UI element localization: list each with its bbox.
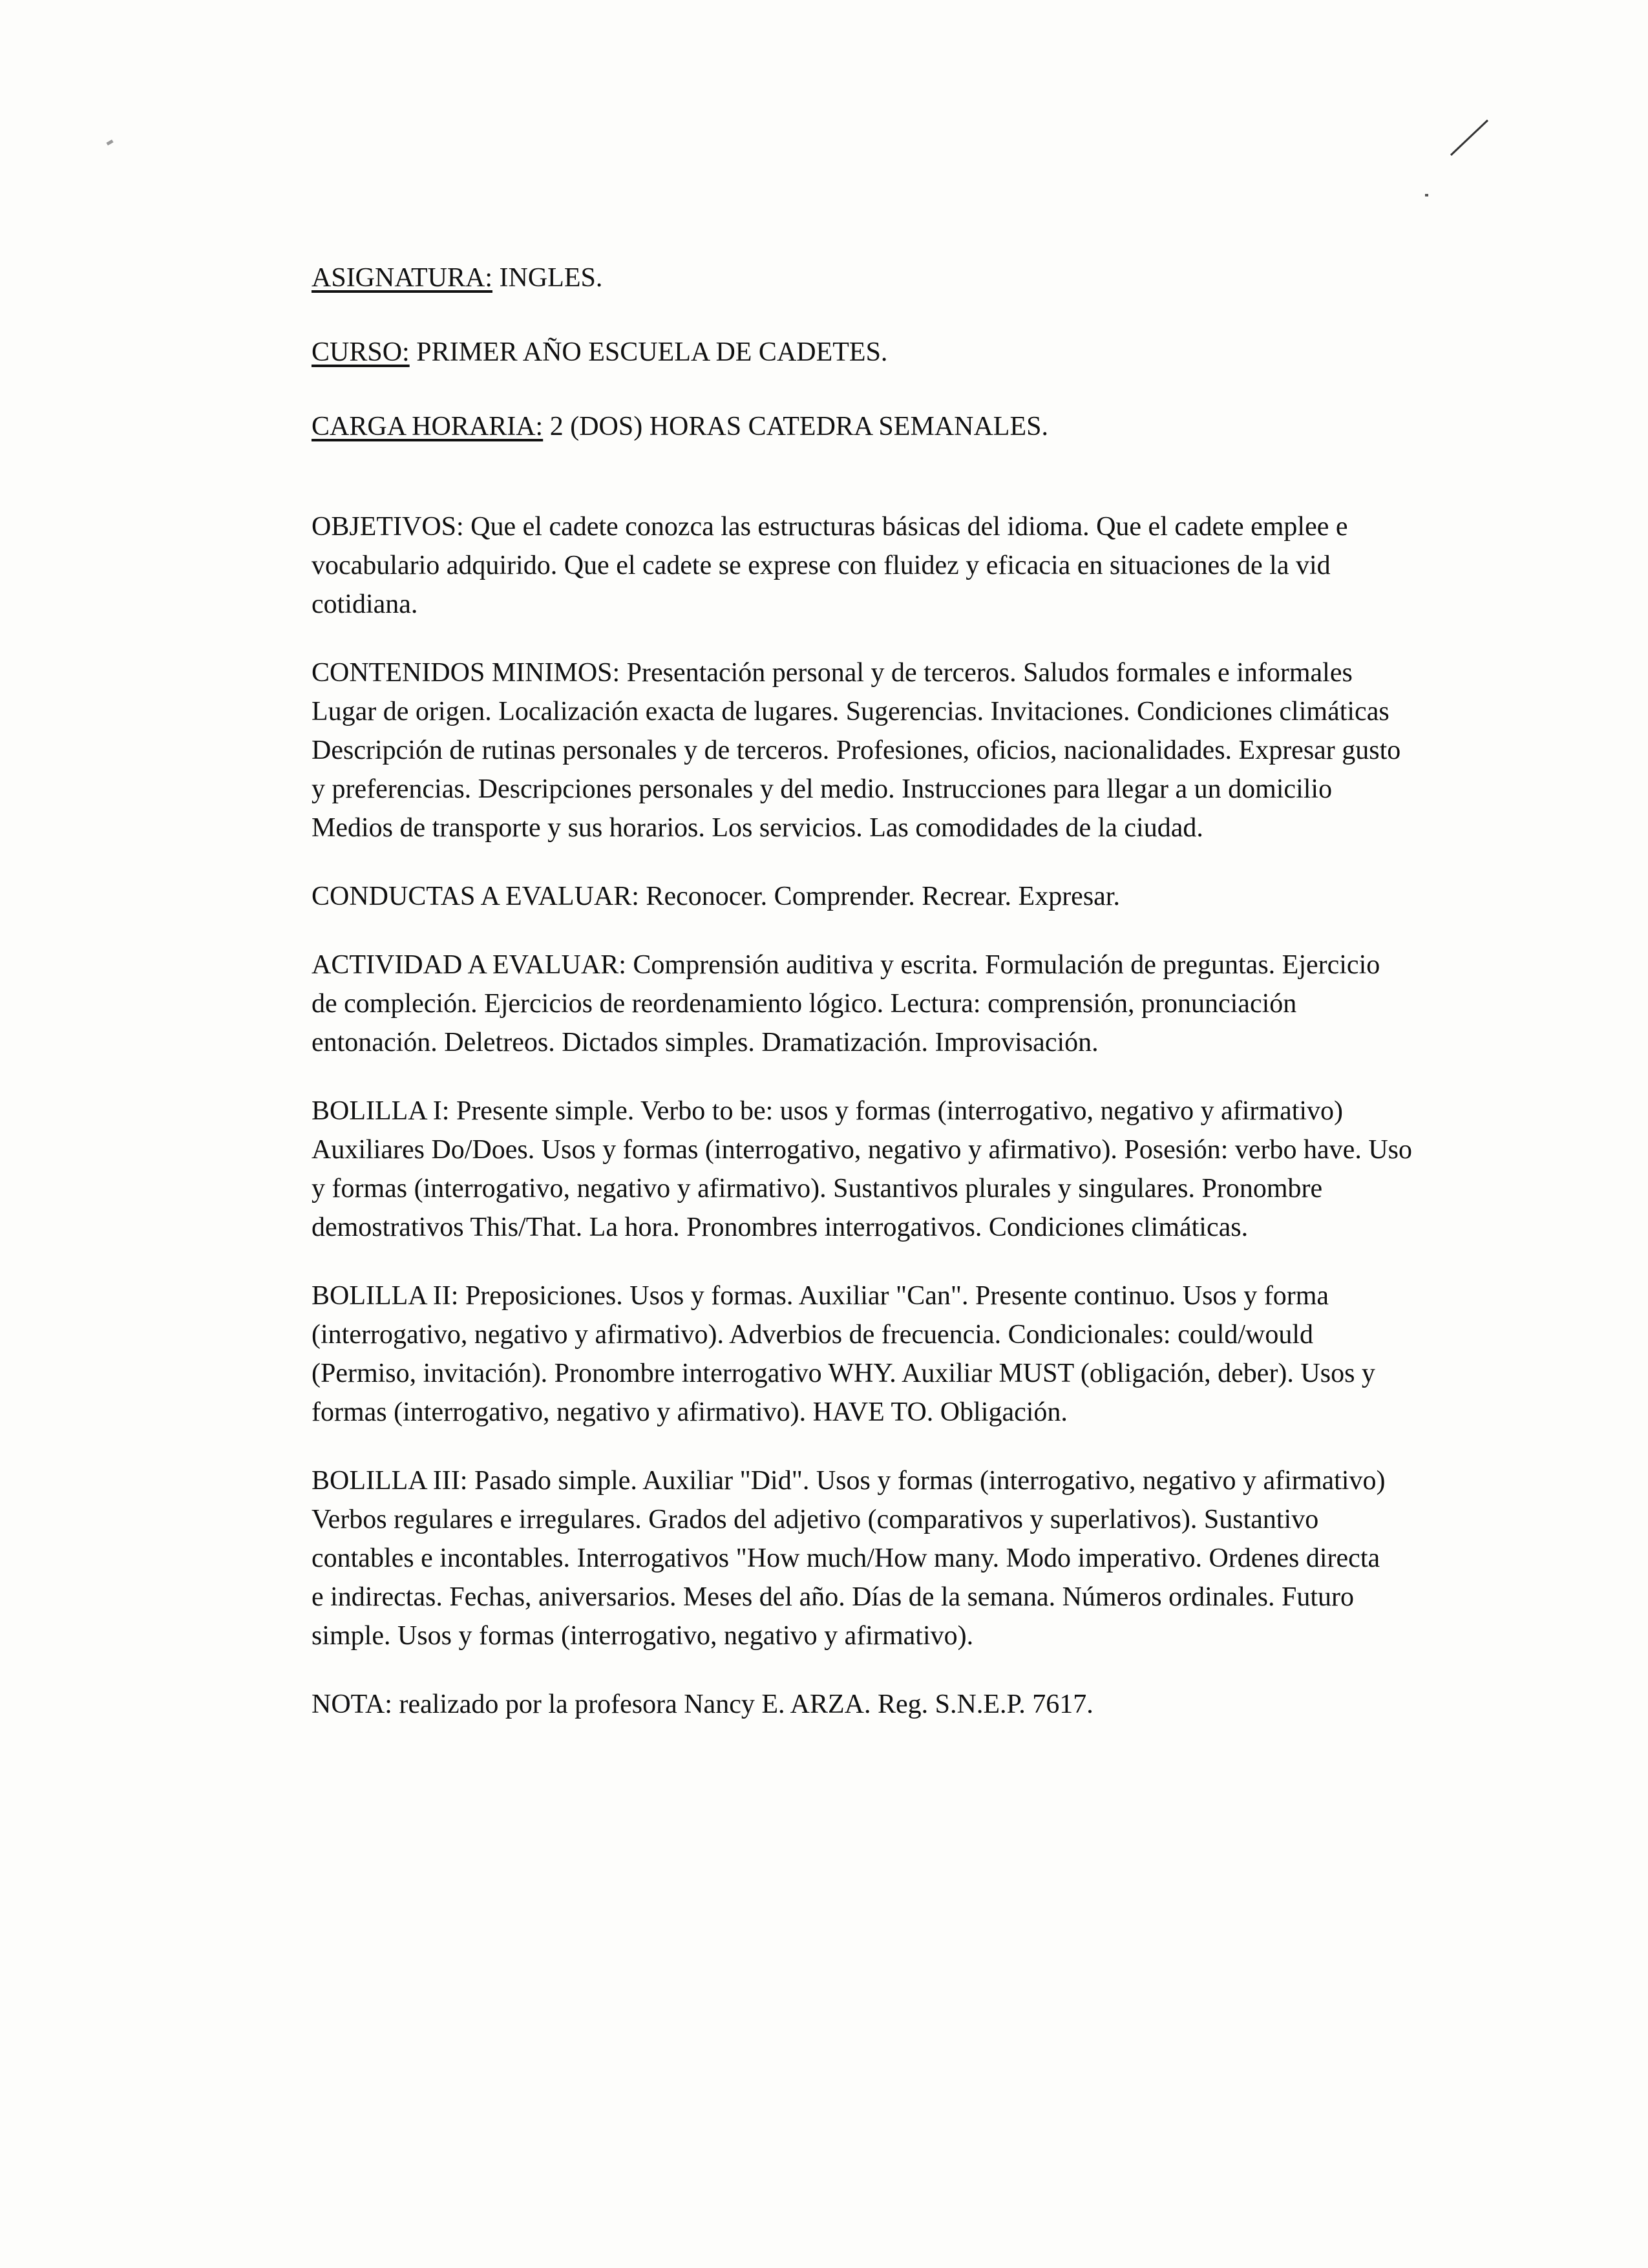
text-line: Lugar de origen. Localización exacta de lugares. Sugerencias. Invitaciones. Condiciones climáticas: [312, 697, 1389, 726]
text-line: Descripción de rutinas personales y de terceros. Profesiones, oficios, nacionalidades. Expresar gusto: [312, 736, 1401, 765]
text-line: contables e incontables. Interrogativos "How much/How many. Modo imperativo. Ordenes directa: [312, 1543, 1380, 1573]
text-line: BOLILLA I: Presente simple. Verbo to be: usos y formas (interrogativo, negativo y afirmativo): [312, 1096, 1344, 1126]
header-label: CARGA HORARIA:: [312, 412, 544, 441]
text-line: formas (interrogativo, negativo y afirmativo). HAVE TO. Obligación.: [312, 1397, 1068, 1427]
header-value: 2 (DOS) HORAS CATEDRA SEMANALES.: [543, 412, 1048, 441]
scan-speck: [106, 140, 113, 145]
text-line: de compleción. Ejercicios de reordenamiento lógico. Lectura: comprensión, pronunciación: [312, 989, 1297, 1019]
text-line: OBJETIVOS: Que el cadete conozca las estructuras básicas del idioma. Que el cadete emplee e: [312, 512, 1348, 542]
text-line: y preferencias. Descripciones personales y del medio. Instrucciones para llegar a un domicilio: [312, 774, 1333, 804]
text-line: Auxiliares Do/Does. Usos y formas (interrogativo, negativo y afirmativo). Posesión: verbo have. Uso: [312, 1135, 1412, 1165]
pen-stroke-mark: [1448, 116, 1493, 162]
header-subject: [312, 259, 1552, 297]
text-line: (interrogativo, negativo y afirmativo). Adverbios de frecuencia. Condicionales: could/would: [312, 1320, 1314, 1350]
header-label: CURSO:: [312, 337, 410, 367]
paragraph-bolilla-2: [312, 1277, 1552, 1432]
text-line: vocabulario adquirido. Que el cadete se exprese con fluidez y eficacia en situaciones de la vid: [312, 551, 1331, 580]
header-hours: [312, 407, 1552, 446]
paragraph-objetivos: [312, 507, 1552, 624]
text-line: CONTENIDOS MINIMOS: Presentación personal y de terceros. Saludos formales e informales: [312, 658, 1353, 688]
header-value: PRIMER AÑO ESCUELA DE CADETES.: [409, 337, 888, 367]
text-line: (Permiso, invitación). Pronombre interrogativo WHY. Auxiliar MUST (obligación, deber). Usos y: [312, 1359, 1375, 1388]
scan-speck: [1425, 194, 1428, 196]
text-line: Medios de transporte y sus horarios. Los servicios. Las comodidades de la ciudad.: [312, 813, 1203, 843]
text-line: e indirectas. Fechas, aniversarios. Meses del año. Días de la semana. Números ordinales. Futuro: [312, 1582, 1355, 1612]
text-line: simple. Usos y formas (interrogativo, negativo y afirmativo).: [312, 1621, 974, 1651]
paragraph-nota: [312, 1685, 1552, 1724]
paragraph-actividad: [312, 946, 1552, 1062]
text-line: entonación. Deletreos. Dictados simples. Dramatización. Improvisación.: [312, 1028, 1099, 1057]
text-line: BOLILLA II: Preposiciones. Usos y formas. Auxiliar "Can". Presente continuo. Usos y forma: [312, 1281, 1329, 1311]
header-value: INGLES.: [492, 263, 603, 293]
paragraph-contenidos-minimos: [312, 653, 1552, 847]
paragraph-conductas: [312, 877, 1552, 916]
text-line: ACTIVIDAD A EVALUAR: Comprensión auditiva y escrita. Formulación de preguntas. Ejercicio: [312, 950, 1380, 980]
paragraph-bolilla-1: [312, 1092, 1552, 1247]
text-line: demostrativos This/That. La hora. Pronombres interrogativos. Condiciones climáticas.: [312, 1213, 1249, 1242]
text-line: NOTA: realizado por la profesora Nancy E. ARZA. Reg. S.N.E.P. 7617.: [312, 1690, 1093, 1719]
text-line: BOLILLA III: Pasado simple. Auxiliar "Did". Usos y formas (interrogativo, negativo y afirmativo): [312, 1466, 1386, 1496]
header-course: [312, 333, 1552, 372]
paragraph-bolilla-3: [312, 1461, 1552, 1655]
text-line: CONDUCTAS A EVALUAR: Reconocer. Comprender. Recrear. Expresar.: [312, 882, 1120, 911]
text-line: cotidiana.: [312, 589, 418, 619]
header-label: ASIGNATURA:: [312, 263, 493, 293]
text-line: y formas (interrogativo, negativo y afirmativo). Sustantivos plurales y singulares. Pronombre: [312, 1174, 1323, 1203]
text-line: Verbos regulares e irregulares. Grados del adjetivo (comparativos y superlativos). Sustantivo: [312, 1505, 1319, 1534]
document-body: [312, 259, 1552, 1754]
